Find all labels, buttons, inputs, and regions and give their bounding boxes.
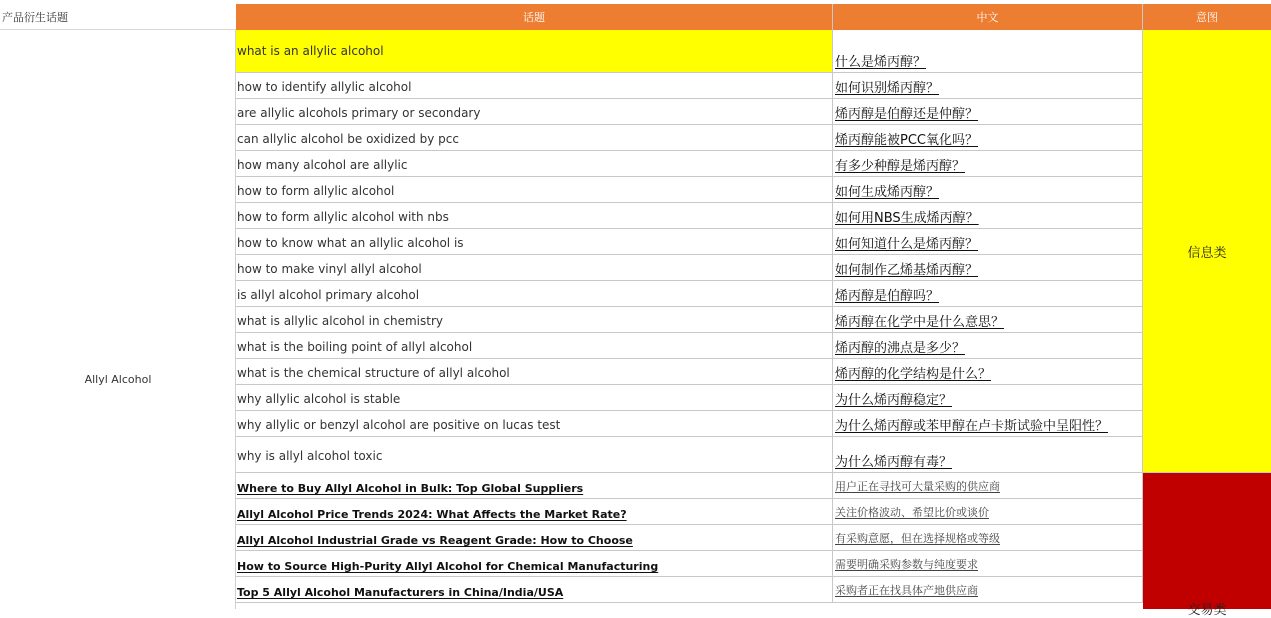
chinese-cell[interactable] <box>833 151 1143 177</box>
table-row[interactable] <box>236 177 1143 203</box>
topic-cell[interactable] <box>236 411 833 437</box>
topic-text: how to know what an allylic alcohol is <box>237 236 464 250</box>
topic-cell[interactable] <box>236 499 833 525</box>
topic-text: are allylic alcohols primary or secondary <box>237 106 481 120</box>
chinese-cell[interactable] <box>833 411 1143 437</box>
chinese-cell[interactable] <box>833 499 1143 525</box>
chinese-cell[interactable] <box>833 551 1143 577</box>
chinese-cell[interactable] <box>833 125 1143 151</box>
table-row[interactable] <box>236 473 1143 499</box>
table-row[interactable] <box>236 307 1143 333</box>
topic-cell[interactable] <box>236 307 833 333</box>
chinese-cell[interactable] <box>833 385 1143 411</box>
table-row[interactable] <box>236 359 1143 385</box>
topic-cell[interactable] <box>236 437 833 473</box>
header-chinese-label: 中文 <box>976 11 999 24</box>
topic-text: Top 5 Allyl Alcohol Manufacturers in China/India/USA <box>237 586 564 599</box>
topic-text: is allyl alcohol primary alcohol <box>237 288 420 302</box>
table-row[interactable] <box>236 203 1143 229</box>
chinese-cell[interactable] <box>833 255 1143 281</box>
header-topic-label: 话题 <box>523 11 545 24</box>
header-intent[interactable] <box>1143 4 1271 30</box>
topic-cell[interactable] <box>236 73 833 99</box>
header-product-topic[interactable] <box>0 4 236 30</box>
topic-cell[interactable] <box>236 203 833 229</box>
product-cell[interactable] <box>0 30 236 609</box>
chinese-cell[interactable] <box>833 229 1143 255</box>
chinese-text: 为什么烯丙醇稳定？ <box>835 393 953 408</box>
topic-text: Allyl Alcohol Industrial Grade vs Reagent Grade: How to Choose <box>237 534 633 547</box>
chinese-text: 烯丙醇能被PCC氧化吗？ <box>835 133 978 148</box>
chinese-cell[interactable] <box>833 203 1143 229</box>
topic-text: how to make vinyl allyl alcohol <box>237 262 422 276</box>
chinese-cell[interactable] <box>833 333 1143 359</box>
topic-text: can allylic alcohol be oxidized by pcc <box>237 132 459 146</box>
topic-text: how to form allylic alcohol with nbs <box>237 210 449 224</box>
product-name: Allyl Alcohol <box>84 373 152 386</box>
chinese-text: 烯丙醇是伯醇吗？ <box>835 289 940 304</box>
topic-cell[interactable] <box>236 525 833 551</box>
table-row[interactable] <box>236 525 1143 551</box>
table-row[interactable] <box>236 30 1143 73</box>
topic-text: why is allyl alcohol toxic <box>237 449 383 463</box>
topic-text: what is an allylic alcohol <box>237 44 384 58</box>
table-row[interactable] <box>236 73 1143 99</box>
chinese-cell[interactable] <box>833 577 1143 603</box>
chinese-text: 为什么烯丙醇有毒？ <box>835 455 953 470</box>
chinese-cell[interactable] <box>833 177 1143 203</box>
chinese-text: 如何生成烯丙醇？ <box>835 185 940 200</box>
intent-cell-transactional[interactable] <box>1143 473 1271 618</box>
topic-text: what is the chemical structure of allyl alcohol <box>237 366 510 380</box>
topic-cell[interactable] <box>236 151 833 177</box>
chinese-cell[interactable] <box>833 525 1143 551</box>
chinese-text: 烯丙醇在化学中是什么意思？ <box>835 315 1005 330</box>
table-row[interactable] <box>236 151 1143 177</box>
topic-text: how to form allylic alcohol <box>237 184 395 198</box>
header-product-topic-label: 产品衍生话题 <box>2 10 68 24</box>
chinese-cell[interactable] <box>833 30 1143 73</box>
topic-cell[interactable] <box>236 125 833 151</box>
topic-cell[interactable] <box>236 229 833 255</box>
chinese-text: 烯丙醇的化学结构是什么？ <box>835 367 992 382</box>
table-row[interactable] <box>236 229 1143 255</box>
table-row[interactable] <box>236 551 1143 577</box>
intent-cell-informational[interactable] <box>1143 30 1271 473</box>
chinese-text: 需要明确采购参数与纯度要求 <box>835 558 978 571</box>
chinese-text: 采购者正在找具体产地供应商 <box>835 584 978 597</box>
chinese-text: 如何识别烯丙醇？ <box>835 81 940 96</box>
chinese-text: 如何知道什么是烯丙醇？ <box>835 237 979 252</box>
chinese-cell[interactable] <box>833 281 1143 307</box>
chinese-text: 有采购意愿，但在选择规格或等级 <box>835 532 1000 545</box>
topic-text: how many alcohol are allylic <box>237 158 408 172</box>
chinese-cell[interactable] <box>833 437 1143 473</box>
header-chinese[interactable] <box>833 4 1143 30</box>
chinese-cell[interactable] <box>833 307 1143 333</box>
topic-cell[interactable] <box>236 281 833 307</box>
table-row[interactable] <box>236 499 1143 525</box>
topic-cell[interactable] <box>236 473 833 499</box>
chinese-text: 什么是烯丙醇？ <box>835 55 927 70</box>
table-row[interactable] <box>236 281 1143 307</box>
topic-text: why allylic or benzyl alcohol are positive on lucas test <box>237 418 561 432</box>
topic-cell[interactable] <box>236 385 833 411</box>
topic-cell[interactable] <box>236 177 833 203</box>
topic-cell[interactable] <box>236 359 833 385</box>
chinese-cell[interactable] <box>833 73 1143 99</box>
topic-cell[interactable] <box>236 333 833 359</box>
chinese-cell[interactable] <box>833 99 1143 125</box>
topic-text: Where to Buy Allyl Alcohol in Bulk: Top Global Suppliers <box>237 482 584 495</box>
chinese-text: 烯丙醇的沸点是多少？ <box>835 341 966 356</box>
topic-cell[interactable] <box>236 255 833 281</box>
chinese-text: 关注价格波动、希望比价或谈价 <box>835 506 989 519</box>
header-intent-label: 意图 <box>1196 11 1218 24</box>
chinese-text: 用户正在寻找可大量采购的供应商 <box>835 480 1000 493</box>
chinese-cell[interactable] <box>833 359 1143 385</box>
header-topic[interactable] <box>236 4 833 30</box>
table-row[interactable] <box>236 333 1143 359</box>
topic-cell[interactable] <box>236 577 833 603</box>
chinese-text: 为什么烯丙醇或苯甲醇在卢卡斯试验中呈阳性？ <box>835 419 1109 434</box>
table-row[interactable] <box>236 411 1143 437</box>
topic-cell[interactable] <box>236 551 833 577</box>
table-row[interactable] <box>236 99 1143 125</box>
intent-label-transactional: 交易类 <box>1187 603 1227 618</box>
topic-text: what is the boiling point of allyl alcohol <box>237 340 473 354</box>
table-row[interactable] <box>236 125 1143 151</box>
intent-label-informational: 信息类 <box>1187 245 1227 261</box>
table-row[interactable] <box>236 437 1143 473</box>
table-row[interactable] <box>236 255 1143 281</box>
topic-cell[interactable] <box>236 30 833 73</box>
chinese-cell[interactable] <box>833 473 1143 499</box>
table-row[interactable] <box>236 577 1143 603</box>
topic-text: How to Source High-Purity Allyl Alcohol for Chemical Manufacturing <box>237 560 659 573</box>
topic-cell[interactable] <box>236 99 833 125</box>
chinese-text: 如何制作乙烯基烯丙醇？ <box>835 263 979 278</box>
topic-text: why allylic alcohol is stable <box>237 392 401 406</box>
topic-text: how to identify allylic alcohol <box>237 80 412 94</box>
table-row[interactable] <box>236 385 1143 411</box>
topic-text: Allyl Alcohol Price Trends 2024: What Affects the Market Rate? <box>237 508 627 521</box>
chinese-text: 如何用NBS生成烯丙醇？ <box>835 211 979 226</box>
chinese-text: 烯丙醇是伯醇还是仲醇？ <box>835 107 979 122</box>
topic-text: what is allylic alcohol in chemistry <box>237 314 443 328</box>
chinese-text: 有多少种醇是烯丙醇？ <box>835 159 966 174</box>
